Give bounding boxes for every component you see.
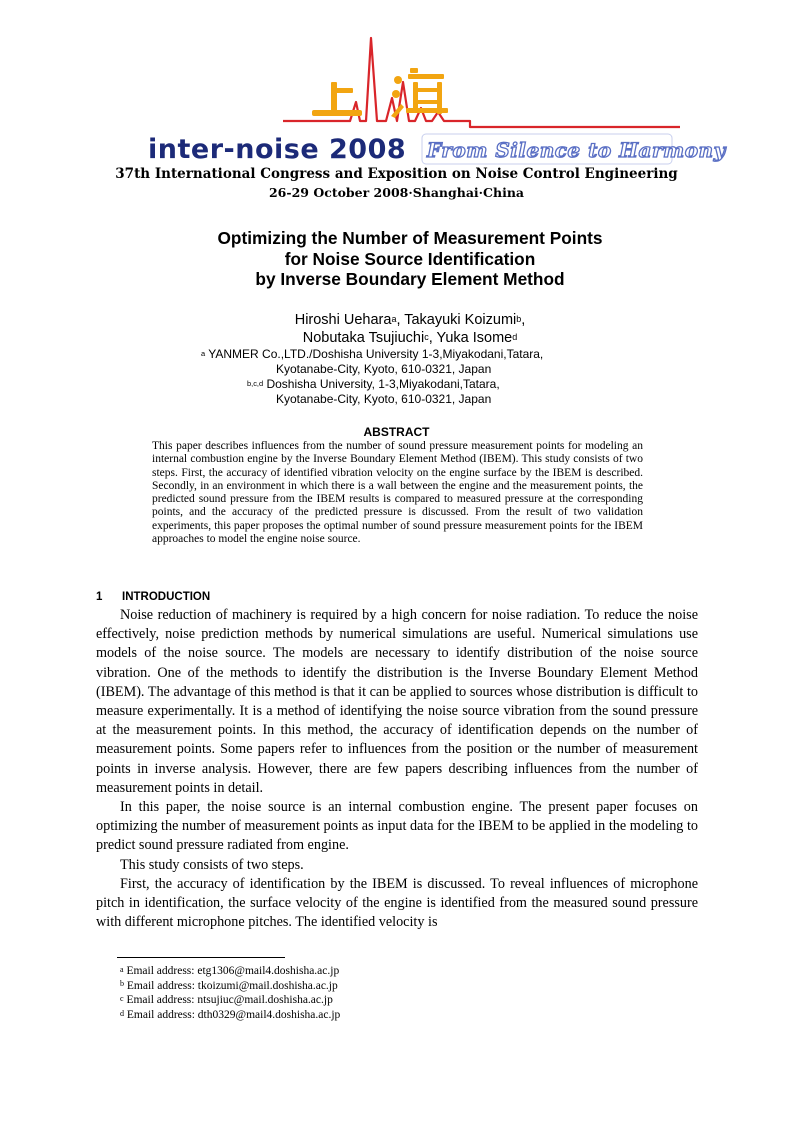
body-paragraph: In this paper, the noise source is an internal combustion engine. The present paper focuses on optimizing the number of measurement points as input data for the IBEM to be applied in the modeling to predict sound pressure radiated from engine. <box>96 799 698 854</box>
section-heading <box>96 591 210 603</box>
affil-mark: b,c,d <box>247 378 264 388</box>
footnote-rule <box>117 957 285 958</box>
author-separator: , <box>521 312 526 328</box>
footnote-email: Email address: ntsujiuc@mail.doshisha.ac.jp <box>126 994 333 1007</box>
body-paragraph: Noise reduction of machinery is required by a high concern for noise radiation. To reduce the noise effectively, noise prediction methods by numerical simulations are useful. Numerical simulations use models of the noise source. The models are necessary to identify distribution of the noise source vibration. One of the methods to identify the distribution is the Inverse Boundary Element Method (IBEM). The advantage of this method is that it can be applied to sources whose distribution is difficult to measure experimentally. It is a method of identifying the noise source vibration from the sound pressure at the measurement points. In this method, the accuracy of identification depends on the number of measurement points. Some papers refer to influences from the position or the number of measurement points in inverse analysis. However, there are few papers describing influences from the number of measurement points in detail. <box>96 607 698 796</box>
footnotes <box>120 964 340 1022</box>
footnote-email: Email address: dth0329@mail4.doshisha.ac.jp <box>126 1008 341 1021</box>
author-line <box>100 311 720 329</box>
title-line: for Noise Source Identification <box>284 248 536 269</box>
author-separator: , <box>396 312 405 328</box>
author-separator: , <box>428 330 437 346</box>
footnote <box>120 993 340 1008</box>
footnote-mark: d <box>120 1008 125 1018</box>
author-affil-mark: d <box>512 331 518 342</box>
author-affil-mark: c <box>424 331 429 342</box>
affiliation-bcd-line1: $^{b,c,d}$ Doshisha University, 1-3,Miyakodani,Tatara, <box>247 377 500 391</box>
conference-banner <box>0 0 793 210</box>
author-name: Yuka Isome <box>436 330 513 346</box>
footnote <box>120 964 340 979</box>
title-line: by Inverse Boundary Element Method <box>255 269 565 289</box>
affiliation-a-line2: Kyotanabe-City, Kyoto, 610-0321, Japan <box>276 362 492 376</box>
congress-title: 37th International Congress and Exposition on Noise Control Engineering <box>115 166 678 182</box>
footnote <box>120 979 340 994</box>
conference-slogan: From Silence to Harmony <box>427 138 726 162</box>
introduction-body <box>96 606 698 932</box>
author-list <box>100 311 720 347</box>
congress-dates: 26-29 October 2008·Shanghai·China <box>268 185 525 200</box>
body-paragraph: This study consists of two steps. <box>120 856 304 873</box>
affiliation-bcd-line2: Kyotanabe-City, Kyoto, 610-0321, Japan <box>276 392 492 406</box>
author-name: Nobutaka Tsujiuchi <box>302 330 425 346</box>
section-number: 1 <box>96 591 103 603</box>
footnote-email: Email address: tkoizumi@mail.doshisha.ac.jp <box>126 979 338 992</box>
abstract-heading: ABSTRACT <box>363 425 430 439</box>
footnote <box>120 1008 340 1023</box>
title-line: Optimizing the Number of Measurement Points <box>217 228 603 248</box>
paper-title <box>100 228 720 290</box>
footnote-mark: c <box>120 993 124 1003</box>
shanghai-logo-mark <box>312 68 448 118</box>
body-paragraph: First, the accuracy of identification by the IBEM is discussed. To reveal influences of microphone pitch in identification, the surface velocity of the engine is identified from the measured sound pressure with different microphone pitches. The identified velocity is <box>96 875 698 931</box>
author-line <box>100 329 720 347</box>
author-affil-mark: b <box>516 313 522 324</box>
author-affil-mark: a <box>391 313 397 324</box>
footnote-mark: b <box>120 979 125 989</box>
conference-brand: inter-noise 2008 <box>148 134 407 165</box>
footnote-email: Email address: etg1306@mail4.doshisha.ac.jp <box>126 965 340 977</box>
footnote-mark: a <box>120 964 124 974</box>
abstract-text: This paper describes influences from the number of sound pressure measurement points for modeling an internal combustion engine by the Inverse Boundary Element Method (IBEM). This study consists of two steps. First, the accuracy of identified vibration velocity on the engine surface by the IBEM is described. Secondly, in an environment in which there is a wall between the engine and the measurement points, the predicted sound pressure from the IBEM results is compared to measured pressure at the corresponding points, and the accuracy of the predicted pressure is discussed. From the result of two validation experiments, this paper proposes the optimal number of sound pressure measurement points for the IBEM approaches to model the engine noise source. <box>152 440 643 546</box>
section-title: INTRODUCTION <box>122 591 211 603</box>
author-name: Takayuki Koizumi <box>404 312 517 328</box>
affiliation-a-line1: $^a$ YANMER Co.,LTD./Doshisha University 1-3,Miyakodani,Tatara, <box>201 347 544 361</box>
affil-mark: a <box>201 348 206 358</box>
author-name: Hiroshi Uehara <box>294 312 392 328</box>
